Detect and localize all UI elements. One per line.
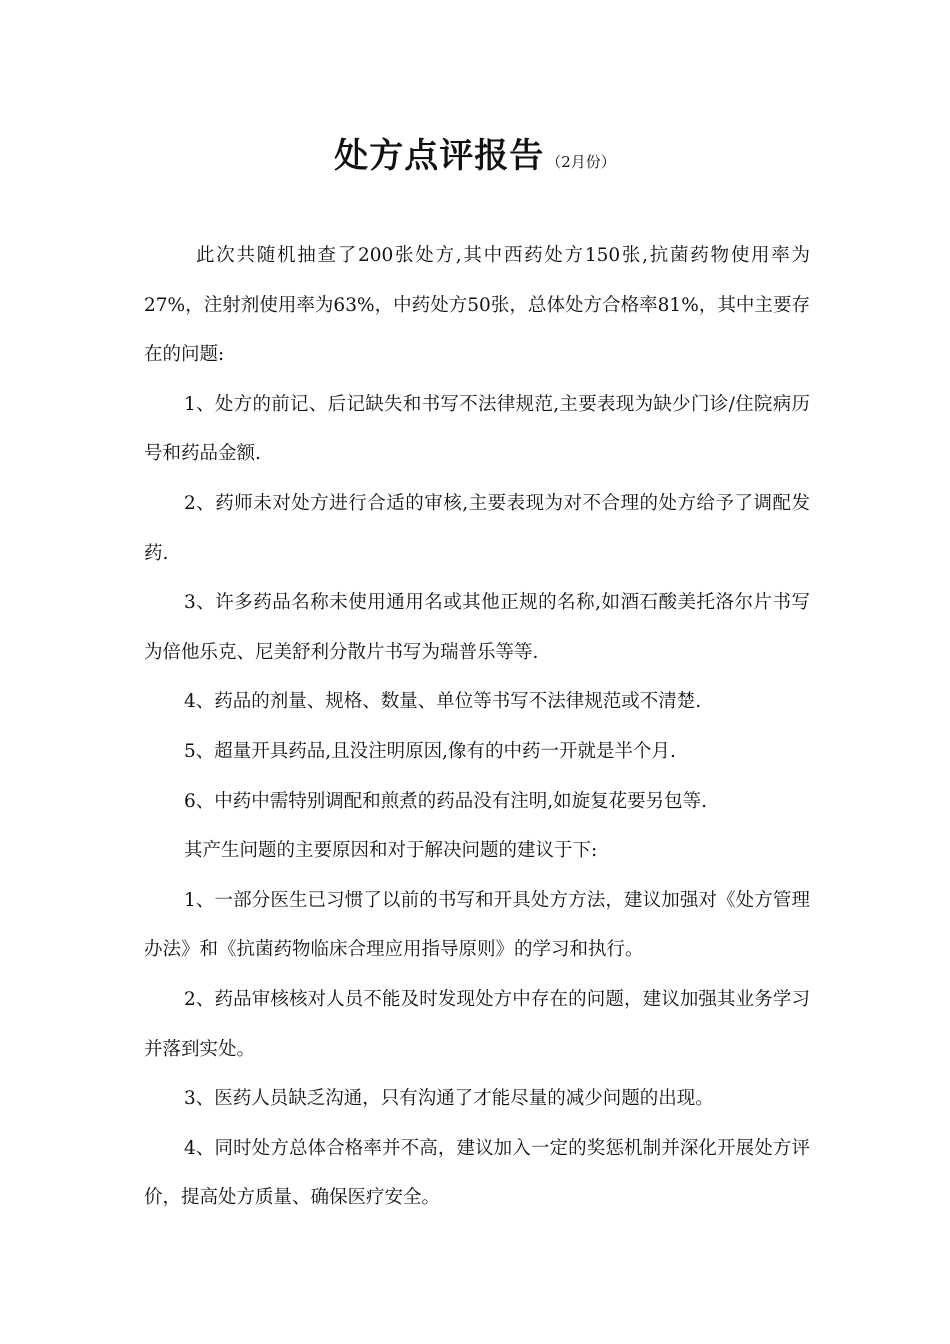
problem-item-4: 4、药品的剂量、规格、数量、单位等书写不法律规范或不清楚. <box>184 691 702 713</box>
problem-item-5: 5、超量开具药品,且没注明原因,像有的中药一开就是半个月. <box>184 740 676 762</box>
suggestion-item-1: 1、一部分医生已习惯了以前的书写和开具处方方法，建议加强对《处方管理办法》和《抗菌药物临床合理应用指导原则》的学习和执行。 <box>144 889 810 961</box>
problem-item-6: 6、中药中需特别调配和煎煮的药品没有注明,如旋复花要另包等. <box>184 790 708 812</box>
suggestion-item-4: 4、同时处方总体合格率并不高，建议加入一定的奖惩机制并深化开展处方评价，提高处方质量、确保医疗安全。 <box>144 1137 810 1209</box>
problem-item-1: 1、处方的前记、后记缺失和书写不法律规范,主要表现为缺少门诊/住院病历号和药品金额. <box>144 393 810 465</box>
suggestion-item-2: 2、药品审核核对人员不能及时发现处方中存在的问题，建议加强其业务学习并落到实处。 <box>144 988 810 1060</box>
problem-item-3: 3、许多药品名称未使用通用名或其他正规的名称,如酒石酸美托洛尔片书写为倍他乐克、尼美舒利分散片书写为瑞普乐等等. <box>144 592 810 663</box>
problem-item-2: 2、药师未对处方进行合适的审核,主要表现为对不合理的处方给予了调配发药. <box>144 492 810 564</box>
title-subtitle: （2月份） <box>546 153 616 171</box>
document-title <box>0 128 950 177</box>
title-main: 处方点评报告 <box>334 136 545 176</box>
intro-paragraph: 此次共随机抽查了200张处方,其中西药处方150张,抗菌药物使用率为27%，注射剂使用率为63%，中药处方50张，总体处方合格率81%，其中主要存在的问题: <box>144 245 810 366</box>
suggestions-heading: 其产生问题的主要原因和对于解决问题的建议于下: <box>184 840 598 862</box>
document-body <box>144 231 810 1223</box>
suggestion-item-3: 3、医药人员缺乏沟通，只有沟通了才能尽量的减少问题的出现。 <box>184 1088 714 1110</box>
